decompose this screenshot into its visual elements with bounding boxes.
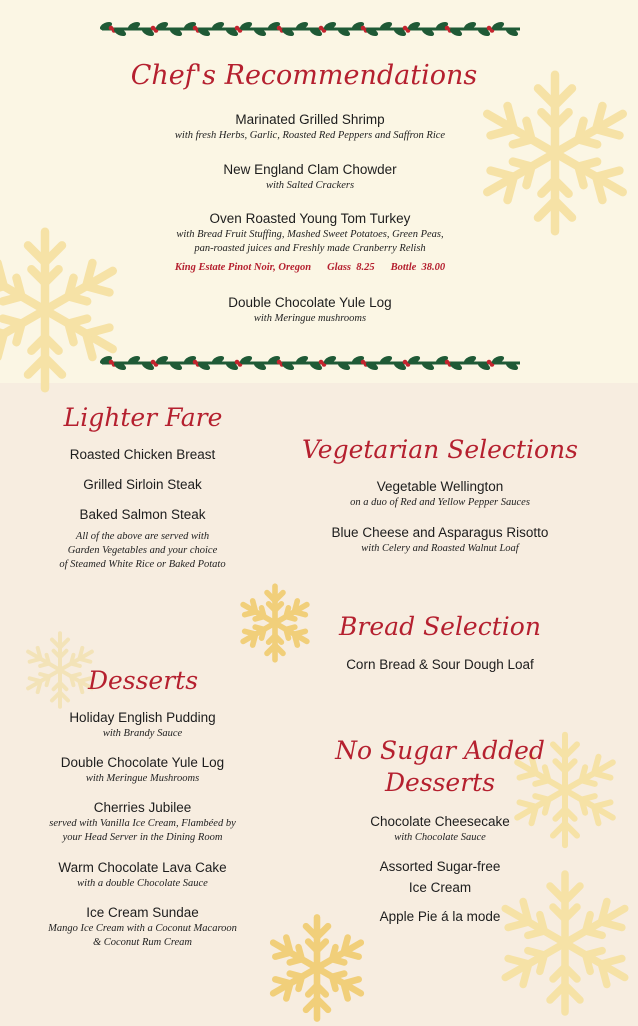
item-description: on a duo of Red and Yellow Pepper Sauces	[350, 497, 530, 508]
item-name: Grilled Sirloin Steak	[83, 477, 202, 492]
menu-item	[290, 478, 590, 510]
menu-item	[5, 709, 280, 741]
desserts-heading: Desserts	[87, 666, 199, 695]
holly-garland-middle	[100, 355, 522, 371]
item-description: with a double Chocolate Sauce	[77, 878, 208, 889]
vegetarian-selections-heading: Vegetarian Selections	[302, 435, 578, 464]
wine-name: King Estate Pinot Noir, Oregon	[174, 262, 312, 273]
item-description: with Salted Crackers	[265, 180, 355, 191]
item-note: of Steamed White Rice or Baked Potato	[59, 559, 226, 570]
item-name: Roasted Chicken Breast	[69, 447, 216, 462]
item-description: with fresh Herbs, Garlic, Roasted Red Peppers and Saffron Rice	[174, 130, 446, 141]
heading-line: Desserts	[384, 768, 496, 797]
chefs-recommendations-heading: Chef's Recommendations	[130, 60, 478, 91]
item-note: Garden Vegetables and your choice	[67, 545, 218, 556]
item-name: Warm Chocolate Lava Cake	[58, 860, 227, 875]
heading-line: No Sugar Added	[335, 736, 545, 765]
item-name: Double Chocolate Yule Log	[60, 755, 225, 770]
item-description: with Chocolate Sauce	[394, 832, 486, 843]
item-description: with Brandy Sauce	[102, 728, 183, 739]
item-name: Cherries Jubilee	[93, 800, 192, 815]
item-name: Chocolate Cheesecake	[370, 814, 510, 829]
item-name: Baked Salmon Steak	[79, 507, 206, 522]
item-name: Marinated Grilled Shrimp	[235, 112, 385, 127]
menu-item	[5, 859, 280, 891]
item-name: New England Clam Chowder	[223, 162, 397, 177]
menu-item	[5, 799, 280, 845]
item-name: Holiday English Pudding	[69, 710, 216, 725]
item-description: with Celery and Roasted Walnut Loaf	[361, 543, 519, 554]
menu-item	[5, 904, 280, 950]
menu-item	[110, 161, 510, 193]
item-description: with Meringue mushrooms	[253, 313, 367, 324]
lighter-fare-list	[10, 446, 275, 572]
menu-item	[5, 754, 280, 786]
wine-pairing	[110, 257, 510, 275]
menu-item	[110, 294, 510, 326]
item-description: with Meringue Mushrooms	[85, 773, 200, 784]
item-description: with Bread Fruit Stuffing, Mashed Sweet Potatoes, Green Peas,	[176, 229, 444, 240]
menu-item	[290, 813, 590, 845]
item-description: & Coconut Rum Cream	[92, 937, 193, 948]
item-description: pan-roasted juices and Freshly made Cranberry Relish	[194, 243, 426, 254]
item-name: Oven Roasted Young Tom Turkey	[209, 211, 411, 226]
item-name: Assorted Sugar-free	[379, 859, 501, 874]
item-note: All of the above are served with	[75, 531, 210, 542]
item-description: your Head Server in the Dining Room	[62, 832, 223, 843]
item-description: Mango Ice Cream with a Coconut Macaroon	[48, 923, 237, 934]
lighter-fare-heading: Lighter Fare	[63, 403, 223, 432]
menu-item	[290, 656, 590, 674]
no-sugar-added-heading	[295, 735, 585, 799]
menu-item	[110, 210, 510, 275]
menu-item	[290, 908, 590, 926]
item-name: Blue Cheese and Asparagus Risotto	[331, 525, 549, 540]
item-name: Ice Cream	[408, 880, 472, 895]
item-name: Ice Cream Sundae	[86, 905, 199, 920]
holly-garland-top	[100, 21, 522, 37]
item-name: Apple Pie á la mode	[379, 909, 501, 924]
menu-item	[290, 858, 590, 897]
item-name: Vegetable Wellington	[376, 479, 504, 494]
bread-selection-heading: Bread Selection	[339, 612, 541, 641]
item-description: served with Vanilla Ice Cream, Flambéed by	[49, 818, 236, 829]
item-name: Corn Bread & Sour Dough Loaf	[346, 657, 534, 672]
menu-item	[290, 524, 590, 556]
item-name: Double Chocolate Yule Log	[228, 295, 392, 310]
wine-bottle-price: Bottle 38.00	[390, 262, 446, 273]
menu-item	[110, 111, 510, 143]
wine-glass-price: Glass 8.25	[327, 262, 375, 273]
